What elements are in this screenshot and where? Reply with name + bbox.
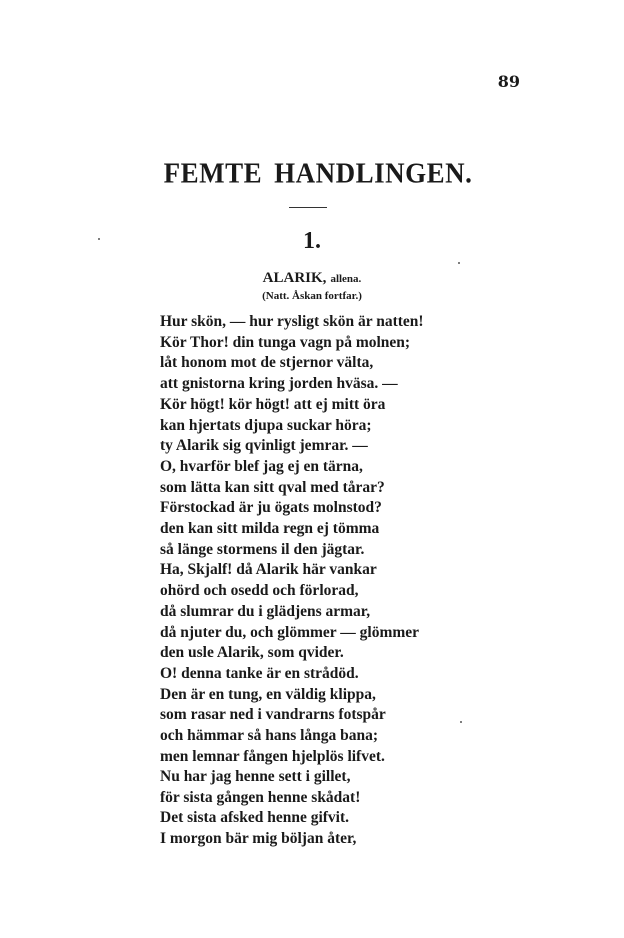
verse-line: men lemnar fången hjelplös lifvet. [160, 747, 385, 765]
verse-line: Den är en tung, en väldig klippa, [160, 685, 376, 703]
speaker-note: allena. [330, 273, 362, 285]
act-title-word-2: HANDLINGEN. [274, 157, 473, 189]
verse-line: O, hvarför blef jag ej en tärna, [160, 457, 363, 475]
verse-line: då slumrar du i glädjens armar, [160, 602, 371, 620]
verse-stanza-1 [160, 312, 424, 767]
verse-line: ty Alarik sig qvinligt jemrar. — [160, 437, 368, 455]
verse-line: O! denna tanke är en strådöd. [160, 664, 359, 682]
paper-speck [98, 238, 100, 240]
verse-line: och hämmar så hans långa bana; [160, 727, 379, 745]
scene-number: 1. [303, 228, 321, 254]
verse-line: den usle Alarik, som qvider. [160, 644, 344, 662]
verse-line: Kör högt! kör högt! att ej mitt öra [160, 395, 386, 413]
title-divider [289, 207, 327, 208]
act-title [0, 157, 624, 190]
verse-stanza-2 [160, 767, 360, 850]
stage-direction: (Natt. Åskan fortfar.) [262, 290, 362, 302]
verse-line: Det sista afsked henne gifvit. [160, 809, 350, 827]
verse-line: Ha, Skjalf! då Alarik här vankar [160, 561, 377, 579]
paper-speck [458, 262, 460, 264]
speaker-heading [0, 270, 624, 287]
verse-line: så länge stormens il den jägtar. [160, 540, 365, 558]
verse-line: Kör Thor! din tunga vagn på molnen; [160, 333, 411, 351]
verse-line: som rasar ned i vandrarns fotspår [160, 706, 386, 724]
verse-line: som lätta kan sitt qval med tårar? [160, 478, 385, 496]
verse-line: Hur skön, — hur rysligt skön är natten! [160, 313, 424, 330]
verse-line: I morgon bär mig böljan åter, [160, 830, 357, 848]
page-number: 89 [497, 72, 520, 91]
paper-speck [460, 721, 462, 723]
act-title-word-1: FEMTE [163, 157, 263, 189]
speaker-name: ALARIK, [262, 270, 327, 286]
verse-line: låt honom mot de stjernor välta, [160, 354, 374, 372]
verse-line: Förstockad är ju ögats molnstod? [160, 499, 382, 517]
verse-line: Nu har jag henne sett i gillet, [160, 768, 351, 785]
verse-line: för sista gången henne skådat! [160, 788, 361, 806]
verse-line: ohörd och osedd och förlorad, [160, 582, 359, 600]
verse-line: den kan sitt milda regn ej tömma [160, 520, 380, 538]
verse-line: då njuter du, och glömmer — glömmer [160, 623, 420, 641]
verse-line: kan hjertats djupa suckar höra; [160, 416, 372, 434]
verse-line: att gnistorna kring jorden hväsa. — [160, 375, 398, 393]
